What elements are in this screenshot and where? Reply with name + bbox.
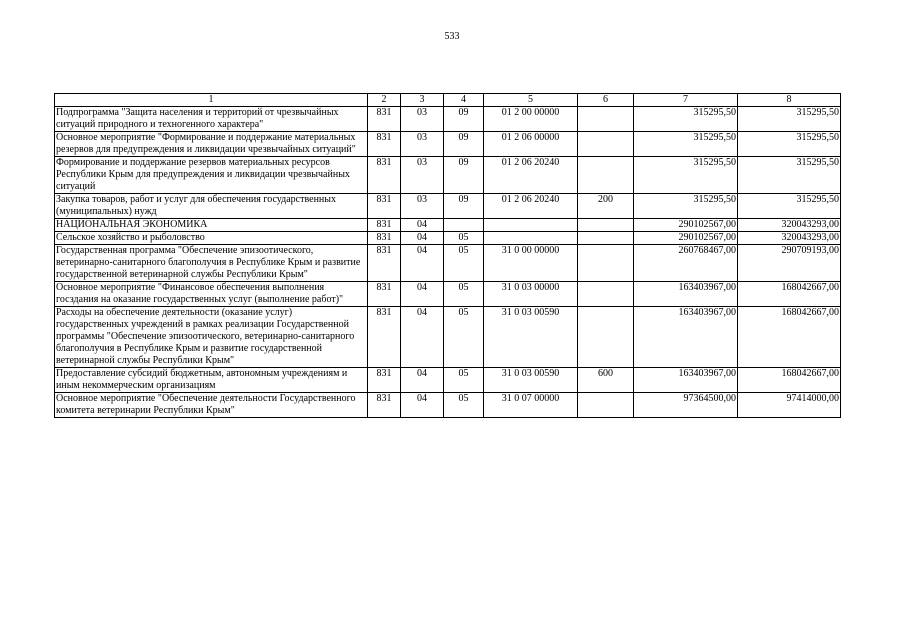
ministry-code-cell: 831 bbox=[368, 132, 401, 157]
amount-year1-cell: 163403967,00 bbox=[634, 307, 738, 368]
expense-name-cell: Сельское хозяйство и рыболовство bbox=[55, 232, 368, 245]
amount-year1-cell: 163403967,00 bbox=[634, 368, 738, 393]
subsection-code-cell: 09 bbox=[444, 194, 484, 219]
amount-year1-cell: 163403967,00 bbox=[634, 282, 738, 307]
ministry-code-cell: 831 bbox=[368, 368, 401, 393]
expense-type-cell bbox=[578, 393, 634, 418]
section-code-cell: 03 bbox=[401, 194, 444, 219]
table-row bbox=[55, 307, 841, 368]
expense-type-cell: 200 bbox=[578, 194, 634, 219]
expense-name-cell: Основное мероприятие "Формирование и поддержание материальных резервов для предупреждения и ликвидации чрезвычайных ситуаций" bbox=[55, 132, 368, 157]
amount-year1-cell: 315295,50 bbox=[634, 194, 738, 219]
target-article-cell: 01 2 06 00000 bbox=[484, 132, 578, 157]
amount-year1-cell: 260768467,00 bbox=[634, 245, 738, 282]
section-code-cell: 03 bbox=[401, 107, 444, 132]
expense-name-cell: НАЦИОНАЛЬНАЯ ЭКОНОМИКА bbox=[55, 219, 368, 232]
expense-type-cell bbox=[578, 282, 634, 307]
subsection-code-cell: 09 bbox=[444, 107, 484, 132]
target-article-cell: 01 2 06 20240 bbox=[484, 194, 578, 219]
page-number: 533 bbox=[444, 31, 460, 42]
subsection-code-cell: 09 bbox=[444, 132, 484, 157]
table-row bbox=[55, 132, 841, 157]
amount-year2-cell: 315295,50 bbox=[738, 157, 841, 194]
subsection-code-cell: 05 bbox=[444, 307, 484, 368]
header-col-6: 6 bbox=[578, 94, 634, 107]
expense-type-cell bbox=[578, 157, 634, 194]
target-article-cell: 31 0 03 00000 bbox=[484, 282, 578, 307]
subsection-code-cell: 09 bbox=[444, 157, 484, 194]
amount-year1-cell: 315295,50 bbox=[634, 132, 738, 157]
section-code-cell: 04 bbox=[401, 282, 444, 307]
table-body bbox=[55, 107, 841, 418]
header-col-5: 5 bbox=[484, 94, 578, 107]
expense-name-cell: Закупка товаров, работ и услуг для обеспечения государственных (муниципальных) нужд bbox=[55, 194, 368, 219]
amount-year2-cell: 320043293,00 bbox=[738, 232, 841, 245]
section-code-cell: 04 bbox=[401, 393, 444, 418]
expense-name-cell: Государственная программа "Обеспечение эпизоотического, ветеринарно-санитарного благополучия в Республике Крым и развитие государственной ветеринарной службы Республики Крым" bbox=[55, 245, 368, 282]
header-col-2: 2 bbox=[368, 94, 401, 107]
table-row bbox=[55, 157, 841, 194]
target-article-cell: 31 0 03 00590 bbox=[484, 368, 578, 393]
expense-name-cell: Основное мероприятие "Финансовое обеспечения выполнения госздания на оказание государственных услуг (выполнение работ)" bbox=[55, 282, 368, 307]
target-article-cell: 01 2 00 00000 bbox=[484, 107, 578, 132]
header-row bbox=[55, 94, 841, 107]
expense-name-cell: Подпрограмма "Защита населения и территорий от чрезвычайных ситуаций природного и техногенного характера" bbox=[55, 107, 368, 132]
ministry-code-cell: 831 bbox=[368, 232, 401, 245]
table-row bbox=[55, 107, 841, 132]
ministry-code-cell: 831 bbox=[368, 157, 401, 194]
section-code-cell: 04 bbox=[401, 368, 444, 393]
header-col-7: 7 bbox=[634, 94, 738, 107]
expense-name-cell: Расходы на обеспечение деятельности (оказание услуг) государственных учреждений в рамках реализации Государственной программы "Обеспечение эпизоотического, ветеринарно-санитарного благополучия в Республике Крым и развитие государственной ветеринарной службы Республики Крым" bbox=[55, 307, 368, 368]
expense-name-cell: Основное мероприятие "Обеспечение деятельности Государственного комитета ветеринарии Республики Крым" bbox=[55, 393, 368, 418]
amount-year2-cell: 97414000,00 bbox=[738, 393, 841, 418]
ministry-code-cell: 831 bbox=[368, 107, 401, 132]
amount-year2-cell: 320043293,00 bbox=[738, 219, 841, 232]
amount-year2-cell: 290709193,00 bbox=[738, 245, 841, 282]
target-article-cell bbox=[484, 232, 578, 245]
ministry-code-cell: 831 bbox=[368, 393, 401, 418]
table-row bbox=[55, 219, 841, 232]
amount-year1-cell: 315295,50 bbox=[634, 107, 738, 132]
subsection-code-cell: 05 bbox=[444, 245, 484, 282]
amount-year1-cell: 290102567,00 bbox=[634, 232, 738, 245]
subsection-code-cell: 05 bbox=[444, 368, 484, 393]
amount-year2-cell: 168042667,00 bbox=[738, 307, 841, 368]
ministry-code-cell: 831 bbox=[368, 194, 401, 219]
expense-type-cell bbox=[578, 132, 634, 157]
section-code-cell: 03 bbox=[401, 132, 444, 157]
ministry-code-cell: 831 bbox=[368, 307, 401, 368]
table-row bbox=[55, 282, 841, 307]
expense-type-cell bbox=[578, 219, 634, 232]
ministry-code-cell: 831 bbox=[368, 245, 401, 282]
section-code-cell: 04 bbox=[401, 307, 444, 368]
expense-type-cell bbox=[578, 307, 634, 368]
target-article-cell: 31 0 03 00590 bbox=[484, 307, 578, 368]
amount-year1-cell: 97364500,00 bbox=[634, 393, 738, 418]
expense-name-cell: Предоставление субсидий бюджетным, автономным учреждениям и иным некоммерческим организациям bbox=[55, 368, 368, 393]
table-header bbox=[55, 94, 841, 107]
header-col-3: 3 bbox=[401, 94, 444, 107]
budget-table bbox=[54, 93, 841, 418]
section-code-cell: 04 bbox=[401, 232, 444, 245]
section-code-cell: 04 bbox=[401, 245, 444, 282]
target-article-cell: 31 0 07 00000 bbox=[484, 393, 578, 418]
target-article-cell bbox=[484, 219, 578, 232]
target-article-cell: 31 0 00 00000 bbox=[484, 245, 578, 282]
header-col-8: 8 bbox=[738, 94, 841, 107]
table-row bbox=[55, 368, 841, 393]
section-code-cell: 04 bbox=[401, 219, 444, 232]
subsection-code-cell: 05 bbox=[444, 232, 484, 245]
ministry-code-cell: 831 bbox=[368, 219, 401, 232]
table-row bbox=[55, 393, 841, 418]
expense-type-cell: 600 bbox=[578, 368, 634, 393]
subsection-code-cell: 05 bbox=[444, 393, 484, 418]
ministry-code-cell: 831 bbox=[368, 282, 401, 307]
expense-type-cell bbox=[578, 232, 634, 245]
subsection-code-cell bbox=[444, 219, 484, 232]
amount-year1-cell: 315295,50 bbox=[634, 157, 738, 194]
target-article-cell: 01 2 06 20240 bbox=[484, 157, 578, 194]
table-row bbox=[55, 194, 841, 219]
table-row bbox=[55, 232, 841, 245]
amount-year2-cell: 168042667,00 bbox=[738, 282, 841, 307]
subsection-code-cell: 05 bbox=[444, 282, 484, 307]
section-code-cell: 03 bbox=[401, 157, 444, 194]
expense-name-cell: Формирование и поддержание резервов материальных ресурсов Республики Крым для предупреждения и ликвидации чрезвычайных ситуаций bbox=[55, 157, 368, 194]
amount-year2-cell: 315295,50 bbox=[738, 132, 841, 157]
table-row bbox=[55, 245, 841, 282]
header-col-1: 1 bbox=[55, 94, 368, 107]
amount-year1-cell: 290102567,00 bbox=[634, 219, 738, 232]
header-col-4: 4 bbox=[444, 94, 484, 107]
amount-year2-cell: 168042667,00 bbox=[738, 368, 841, 393]
amount-year2-cell: 315295,50 bbox=[738, 194, 841, 219]
expense-type-cell bbox=[578, 107, 634, 132]
amount-year2-cell: 315295,50 bbox=[738, 107, 841, 132]
expense-type-cell bbox=[578, 245, 634, 282]
